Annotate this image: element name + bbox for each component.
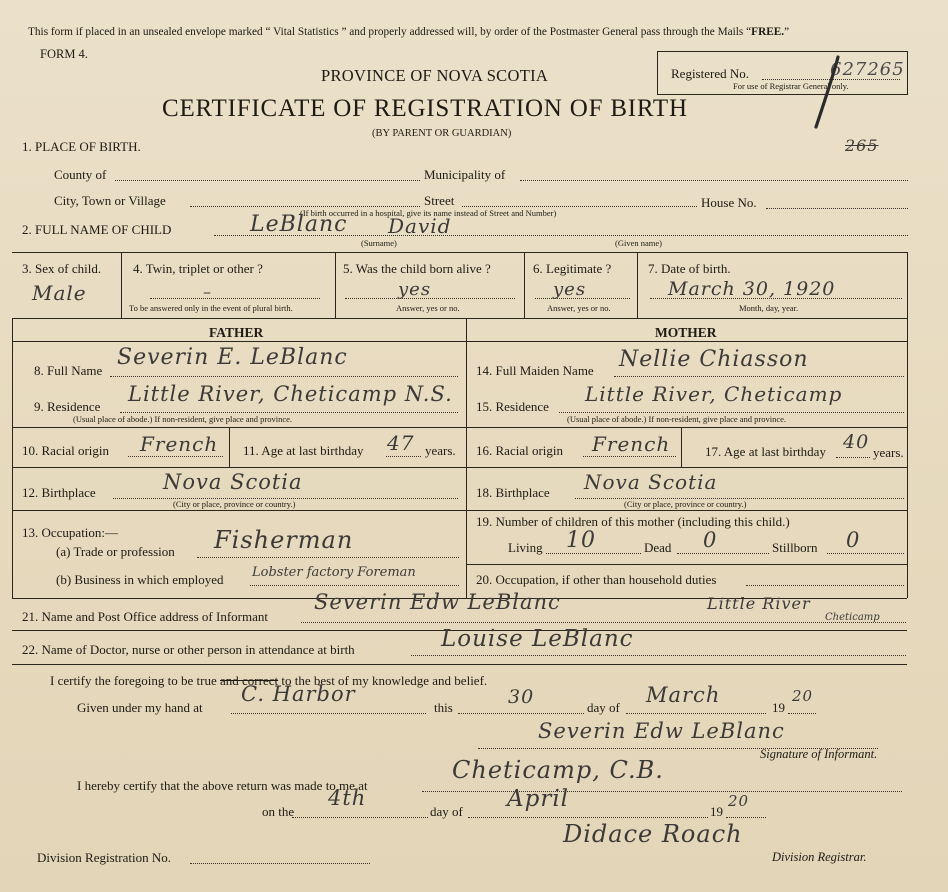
father-header: FATHER — [209, 325, 264, 340]
on-the-label: on the — [262, 804, 295, 819]
province-heading: PROVINCE OF NOVA SCOTIA — [321, 66, 549, 85]
child-name-label: 2. FULL NAME OF CHILD — [22, 222, 172, 237]
given-day: 30 — [508, 686, 535, 708]
registrar-month: April — [507, 786, 570, 812]
living-value: 10 — [566, 528, 596, 553]
trade-value: Fisherman — [214, 526, 354, 554]
street-label: Street — [424, 193, 455, 208]
registrar-dayof-label: day of — [430, 804, 463, 819]
division-registration-label: Division Registration No. — [37, 850, 171, 865]
mother-birthplace-caption: (City or place, province or country.) — [624, 499, 747, 509]
legitimate-label: 6. Legitimate ? — [533, 261, 612, 276]
registered-label: Registered No. — [671, 66, 749, 81]
father-age: 47 — [387, 431, 415, 455]
surname-caption: (Surname) — [361, 238, 397, 248]
stillborn-label: Stillborn — [772, 540, 818, 555]
pen-stroke — [800, 55, 850, 130]
legitimate-caption: Answer, yes or no. — [547, 303, 611, 313]
given-year-prefix: 19 — [772, 700, 785, 715]
father-residence: Little River, Cheticamp N.S. — [128, 382, 453, 406]
living-label: Living — [508, 540, 543, 555]
registered-note: For use of Registrar General only. — [733, 81, 849, 91]
hospital-note: (If birth occurred in a hospital, give its name instead of Street and Number) — [300, 208, 557, 218]
informant-label: 21. Name and Post Office address of Informant — [22, 609, 268, 624]
sex-label: 3. Sex of child. — [22, 261, 102, 276]
postal-notice: This form if placed in an unsealed envelope marked “ Vital Statistics ” and properly addressed will, by order of the Postmaster General pass through the Mails “FREE.” — [28, 26, 790, 38]
given-dayof-label: day of — [587, 700, 620, 715]
date-of-birth-value: March 30, 1920 — [668, 278, 836, 300]
twin-caption: To be answered only in the event of plural birth. — [129, 303, 293, 313]
place-of-birth-label: 1. PLACE OF BIRTH. — [22, 139, 141, 154]
registered-number: 627265 — [830, 59, 905, 80]
business-label: (b) Business in which employed — [56, 572, 224, 587]
given-year: 20 — [792, 687, 814, 705]
father-racial: French — [140, 432, 219, 456]
father-years-label: years. — [425, 443, 456, 458]
registrar-year: 20 — [728, 792, 750, 810]
informant-address: Little River — [707, 594, 811, 613]
mother-header: MOTHER — [655, 325, 717, 340]
certificate-title: CERTIFICATE OF REGISTRATION OF BIRTH — [162, 95, 688, 122]
county-label: County of — [54, 167, 107, 182]
date-of-birth-label: 7. Date of birth. — [648, 261, 731, 276]
house-label: House No. — [701, 195, 757, 210]
twin-label: 4. Twin, triplet or other ? — [133, 261, 263, 276]
informant-address-line2: Cheticamp — [825, 612, 880, 623]
father-birthplace-caption: (City or place, province or country.) — [173, 499, 296, 509]
doctor-label: 22. Name of Doctor, nurse or other person in attendance at birth — [22, 642, 355, 657]
occupation-label: 13. Occupation:— — [22, 525, 119, 540]
given-place: C. Harbor — [241, 682, 356, 706]
informant-signature: Severin Edw LeBlanc — [538, 719, 785, 743]
mother-maiden-name: Nellie Chiasson — [619, 347, 809, 372]
informant-signature-caption: Signature of Informant. — [760, 747, 878, 761]
given-under-label: Given under my hand at — [77, 700, 203, 715]
legitimate-value: yes — [553, 279, 587, 300]
mother-residence-caption: (Usual place of abode.) If non-resident, give place and province. — [567, 414, 787, 424]
city-label: City, Town or Village — [54, 193, 166, 208]
mother-name-label: 14. Full Maiden Name — [476, 363, 594, 378]
mother-birthplace: Nova Scotia — [584, 470, 718, 494]
date-of-birth-caption: Month, day, year. — [739, 303, 799, 313]
children-count-label: 19. Number of children of this mother (including this child.) — [476, 514, 790, 529]
twin-value: – — [203, 282, 212, 301]
mother-racial-label: 16. Racial origin — [476, 443, 564, 458]
dead-label: Dead — [644, 540, 672, 555]
dead-value: 0 — [703, 528, 718, 552]
mother-birthplace-label: 18. Birthplace — [476, 485, 550, 500]
father-name: Severin E. LeBlanc — [117, 345, 348, 370]
sex-value: Male — [32, 281, 87, 305]
registrar-day: 4th — [328, 786, 367, 810]
registrar-year-prefix: 19 — [710, 804, 723, 819]
registrar-signature: Didace Roach — [563, 820, 743, 848]
born-alive-label: 5. Was the child born alive ? — [343, 261, 491, 276]
given-month: March — [646, 683, 721, 707]
father-name-label: 8. Full Name — [34, 363, 103, 378]
registrar-place: Cheticamp, C.B. — [452, 756, 664, 784]
mother-age-label: 17. Age at last birthday — [705, 444, 826, 459]
page-number: 265 — [845, 136, 879, 155]
business-value: Lobster factory Foreman — [252, 565, 416, 580]
mother-age: 40 — [843, 431, 870, 453]
registrar-statement: I hereby certify that the above return was made to me at — [77, 778, 368, 793]
father-birthplace: Nova Scotia — [163, 470, 303, 494]
father-residence-label: 9. Residence — [34, 399, 101, 414]
doctor-name: Louise LeBlanc — [441, 626, 634, 652]
mother-years-label: years. — [873, 445, 904, 460]
father-residence-caption: (Usual place of abode.) If non-resident, give place and province. — [73, 414, 293, 424]
child-surname: LeBlanc — [250, 212, 348, 237]
mother-residence-label: 15. Residence — [476, 399, 549, 414]
father-birthplace-label: 12. Birthplace — [22, 485, 96, 500]
mother-residence: Little River, Cheticamp — [585, 382, 843, 406]
municipality-label: Municipality of — [424, 167, 506, 182]
given-name-caption: (Given name) — [615, 238, 662, 248]
registrar-caption: Division Registrar. — [772, 850, 867, 864]
child-given-name: David — [388, 214, 452, 238]
informant-name: Severin Edw LeBlanc — [314, 590, 561, 614]
father-age-label: 11. Age at last birthday — [243, 443, 364, 458]
this-label: this — [434, 700, 453, 715]
trade-label: (a) Trade or profession — [56, 544, 175, 559]
certificate-subtitle: (BY PARENT OR GUARDIAN) — [372, 128, 512, 139]
mother-racial: French — [592, 432, 671, 456]
mother-occupation-label: 20. Occupation, if other than household duties — [476, 572, 717, 587]
born-alive-value: yes — [398, 279, 432, 300]
certify-statement: I certify the foregoing to be true and correct to the best of my knowledge and belief. — [50, 673, 488, 688]
stillborn-value: 0 — [846, 528, 861, 552]
born-alive-caption: Answer, yes or no. — [396, 303, 460, 313]
father-racial-label: 10. Racial origin — [22, 443, 110, 458]
form-number: FORM 4. — [40, 47, 88, 61]
